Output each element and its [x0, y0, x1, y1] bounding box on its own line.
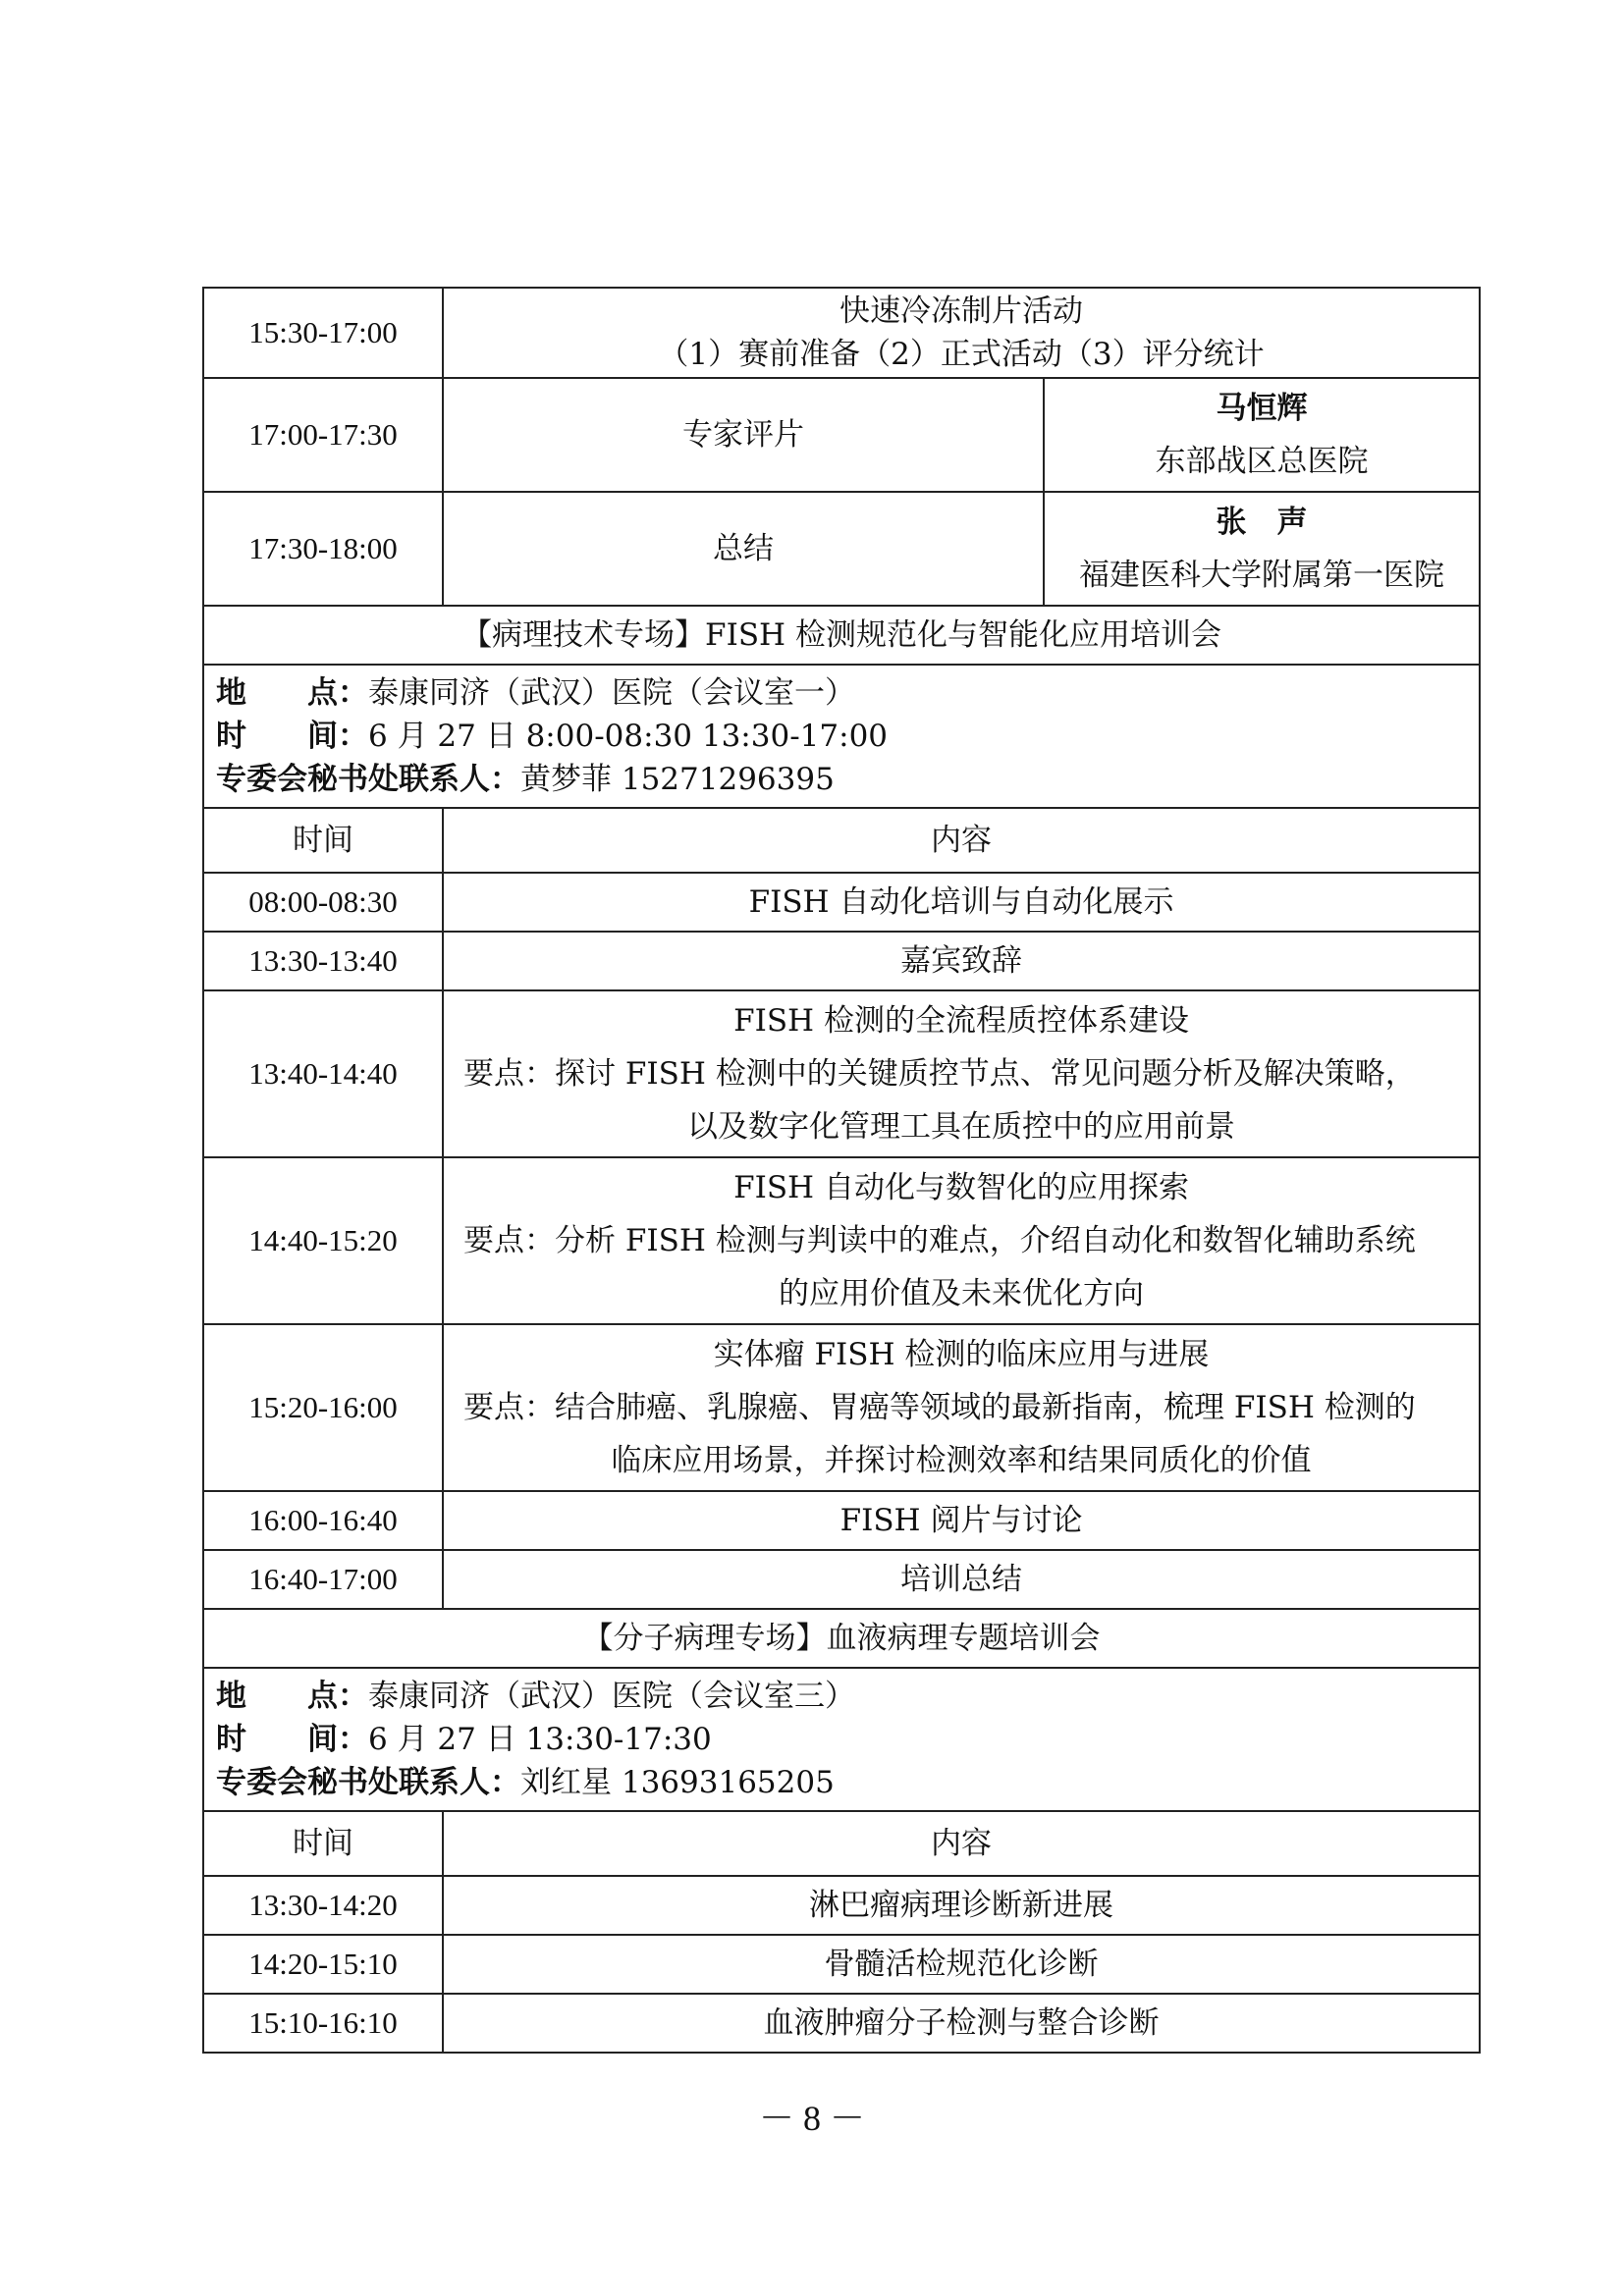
speaker-name: 马恒辉: [1216, 391, 1308, 426]
content-point: 要点：探讨 FISH 检测中的关键质控节点、常见问题分析及解决策略，: [463, 1056, 1416, 1092]
table-row: [203, 873, 1480, 932]
section-title-row: [203, 1609, 1480, 1668]
content-point-cont: 临床应用场景，并探讨检测效率和结果同质化的价值: [611, 1443, 1312, 1478]
time-cell: 17:30-18:00: [203, 492, 443, 606]
contact-value: 黄梦菲 15271296395: [520, 762, 835, 797]
time-cell: 14:20-15:10: [203, 1935, 443, 1994]
contact-label: 专委会秘书处联系人：: [216, 1765, 520, 1800]
content-point-cont: 以及数字化管理工具在质控中的应用前景: [687, 1109, 1235, 1145]
time-label: 时 间：: [216, 1722, 368, 1757]
table-row: [203, 288, 1480, 378]
content-cell: 专家评片: [443, 378, 1044, 492]
content-cell: [443, 1157, 1480, 1324]
content-cell: FISH 阅片与讨论: [443, 1491, 1480, 1550]
speaker-name: 张 声: [1216, 505, 1308, 540]
time-value: 6 月 27 日 13:30-17:30: [368, 1722, 712, 1757]
content-cell: 淋巴瘤病理诊断新进展: [443, 1876, 1480, 1935]
content-point: 要点：分析 FISH 检测与判读中的难点，介绍自动化和数智化辅助系统: [463, 1223, 1416, 1258]
content-point: 要点：结合肺癌、乳腺癌、胃癌等领域的最新指南，梳理 FISH 检测的: [463, 1390, 1416, 1425]
table-row: [203, 1324, 1480, 1491]
table-row: [203, 1491, 1480, 1550]
section-title: 【病理技术专场】FISH 检测规范化与智能化应用培训会: [203, 606, 1480, 665]
column-header-time: 时间: [203, 808, 443, 873]
column-header-time: 时间: [203, 1811, 443, 1876]
table-row: [203, 492, 1480, 606]
speaker-cell: [1044, 492, 1480, 606]
content-cell: 总结: [443, 492, 1044, 606]
time-cell: 17:00-17:30: [203, 378, 443, 492]
contact-label: 专委会秘书处联系人：: [216, 762, 520, 797]
content-cell: [443, 990, 1480, 1157]
content-cell: [443, 1324, 1480, 1491]
time-cell: 15:10-16:10: [203, 1994, 443, 2053]
time-cell: 16:00-16:40: [203, 1491, 443, 1550]
time-label: 时 间：: [216, 719, 368, 754]
content-title: FISH 检测的全流程质控体系建设: [733, 1003, 1189, 1039]
location-value: 泰康同济（武汉）医院（会议室一）: [368, 675, 855, 711]
content-cell: [443, 288, 1480, 378]
content-detail: （1）赛前准备（2）正式活动（3）评分统计: [658, 337, 1265, 372]
content-cell: 血液肿瘤分子检测与整合诊断: [443, 1994, 1480, 2053]
time-cell: 15:30-17:00: [203, 288, 443, 378]
speaker-institution: 东部战区总医院: [1155, 444, 1369, 479]
content-cell: 骨髓活检规范化诊断: [443, 1935, 1480, 1994]
speaker-institution: 福建医科大学附属第一医院: [1079, 558, 1444, 593]
section-title: 【分子病理专场】血液病理专题培训会: [203, 1609, 1480, 1668]
contact-value: 刘红星 13693165205: [520, 1765, 835, 1800]
time-cell: 13:40-14:40: [203, 990, 443, 1157]
content-cell: 嘉宾致辞: [443, 932, 1480, 990]
content-title: 快速冷冻制片活动: [839, 294, 1083, 329]
content-cell: FISH 自动化培训与自动化展示: [443, 873, 1480, 932]
table-row: [203, 1550, 1480, 1609]
section-title-row: [203, 606, 1480, 665]
location-label: 地 点：: [216, 675, 368, 711]
section-info-row: [203, 665, 1480, 808]
section-info: [203, 665, 1480, 808]
time-cell: 16:40-17:00: [203, 1550, 443, 1609]
schedule-table: [202, 287, 1481, 2054]
speaker-cell: [1044, 378, 1480, 492]
section-info-row: [203, 1668, 1480, 1811]
header-row: [203, 808, 1480, 873]
time-cell: 13:30-13:40: [203, 932, 443, 990]
table-row: [203, 1935, 1480, 1994]
location-label: 地 点：: [216, 1679, 368, 1714]
table-row: [203, 932, 1480, 990]
time-cell: 14:40-15:20: [203, 1157, 443, 1324]
content-point-cont: 的应用价值及未来优化方向: [779, 1276, 1144, 1311]
content-title: 实体瘤 FISH 检测的临床应用与进展: [713, 1337, 1210, 1372]
location-value: 泰康同济（武汉）医院（会议室三）: [368, 1679, 855, 1714]
time-cell: 15:20-16:00: [203, 1324, 443, 1491]
table-row: [203, 1876, 1480, 1935]
page-number: － 8 －: [758, 2099, 865, 2138]
column-header-content: 内容: [443, 808, 1480, 873]
time-value: 6 月 27 日 8:00-08:30 13:30-17:00: [368, 719, 889, 754]
column-header-content: 内容: [443, 1811, 1480, 1876]
table-row: [203, 990, 1480, 1157]
table-row: [203, 378, 1480, 492]
content-title: FISH 自动化与数智化的应用探索: [733, 1170, 1189, 1205]
time-cell: 08:00-08:30: [203, 873, 443, 932]
header-row: [203, 1811, 1480, 1876]
time-cell: 13:30-14:20: [203, 1876, 443, 1935]
table-row: [203, 1157, 1480, 1324]
content-cell: 培训总结: [443, 1550, 1480, 1609]
section-info: [203, 1668, 1480, 1811]
table-row: [203, 1994, 1480, 2053]
